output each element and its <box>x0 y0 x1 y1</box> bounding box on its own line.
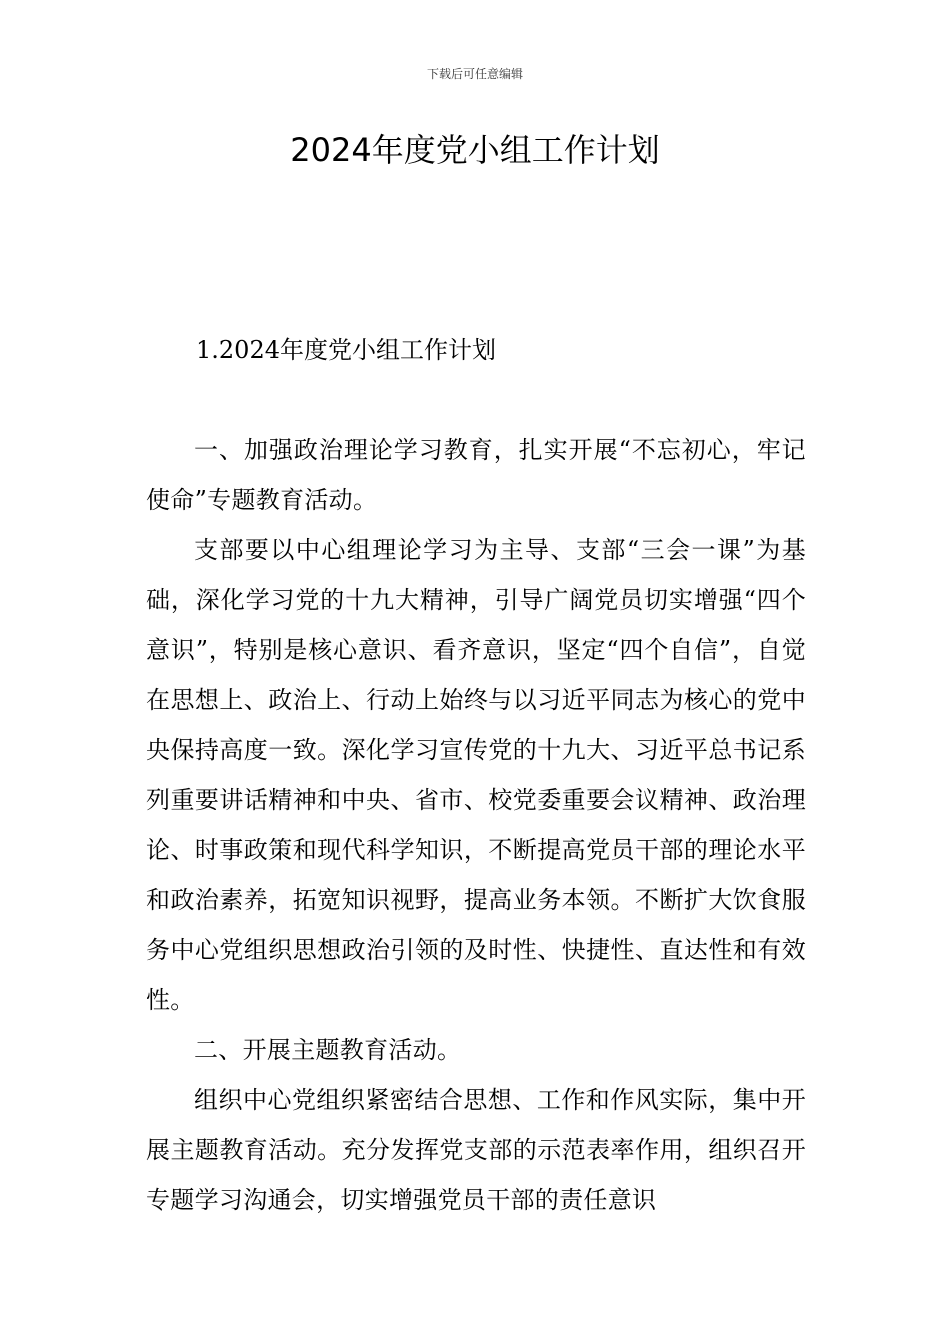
paragraph-1: 一、加强政治理论学习教育，扎实开展“不忘初心，牢记使命”专题教育活动。 <box>146 436 806 514</box>
document-title: 2024年度党小组工作计划 <box>290 131 660 169</box>
paragraph-2: 支部要以中心组理论学习为主导、支部“三会一课”为基础，深化学习党的十九大精神，引导广阔党员切实增强“四个意识”，特别是核心意识、看齐意识，坚定“四个自信”，自觉在思想上、政治上、行动上始终与以习近平同志为核心的党中央保持高度一致。深化学习宣传党的十九大、习近平总书记系列重要讲话精神和中央、省市、校党委重要会议精神、政治理论、时事政策和现代科学知识，不断提高党员干部的理论水平和政治素养，拓宽知识视野，提高业务本领。不断扩大饮食服务中心党组织思想政治引领的及时性、快捷性、直达性和有效性。 <box>146 536 806 1014</box>
document-body <box>146 425 806 1225</box>
header-note: 下载后可任意编辑 <box>426 67 523 81</box>
section-subtitle: 1.2024年度党小组工作计划 <box>196 336 496 364</box>
paragraph-3: 二、开展主题教育活动。 <box>194 1036 462 1064</box>
paragraph-4: 组织中心党组织紧密结合思想、工作和作风实际，集中开展主题教育活动。充分发挥党支部的示范表率作用，组织召开专题学习沟通会，切实增强党员干部的责任意识 <box>146 1086 806 1214</box>
